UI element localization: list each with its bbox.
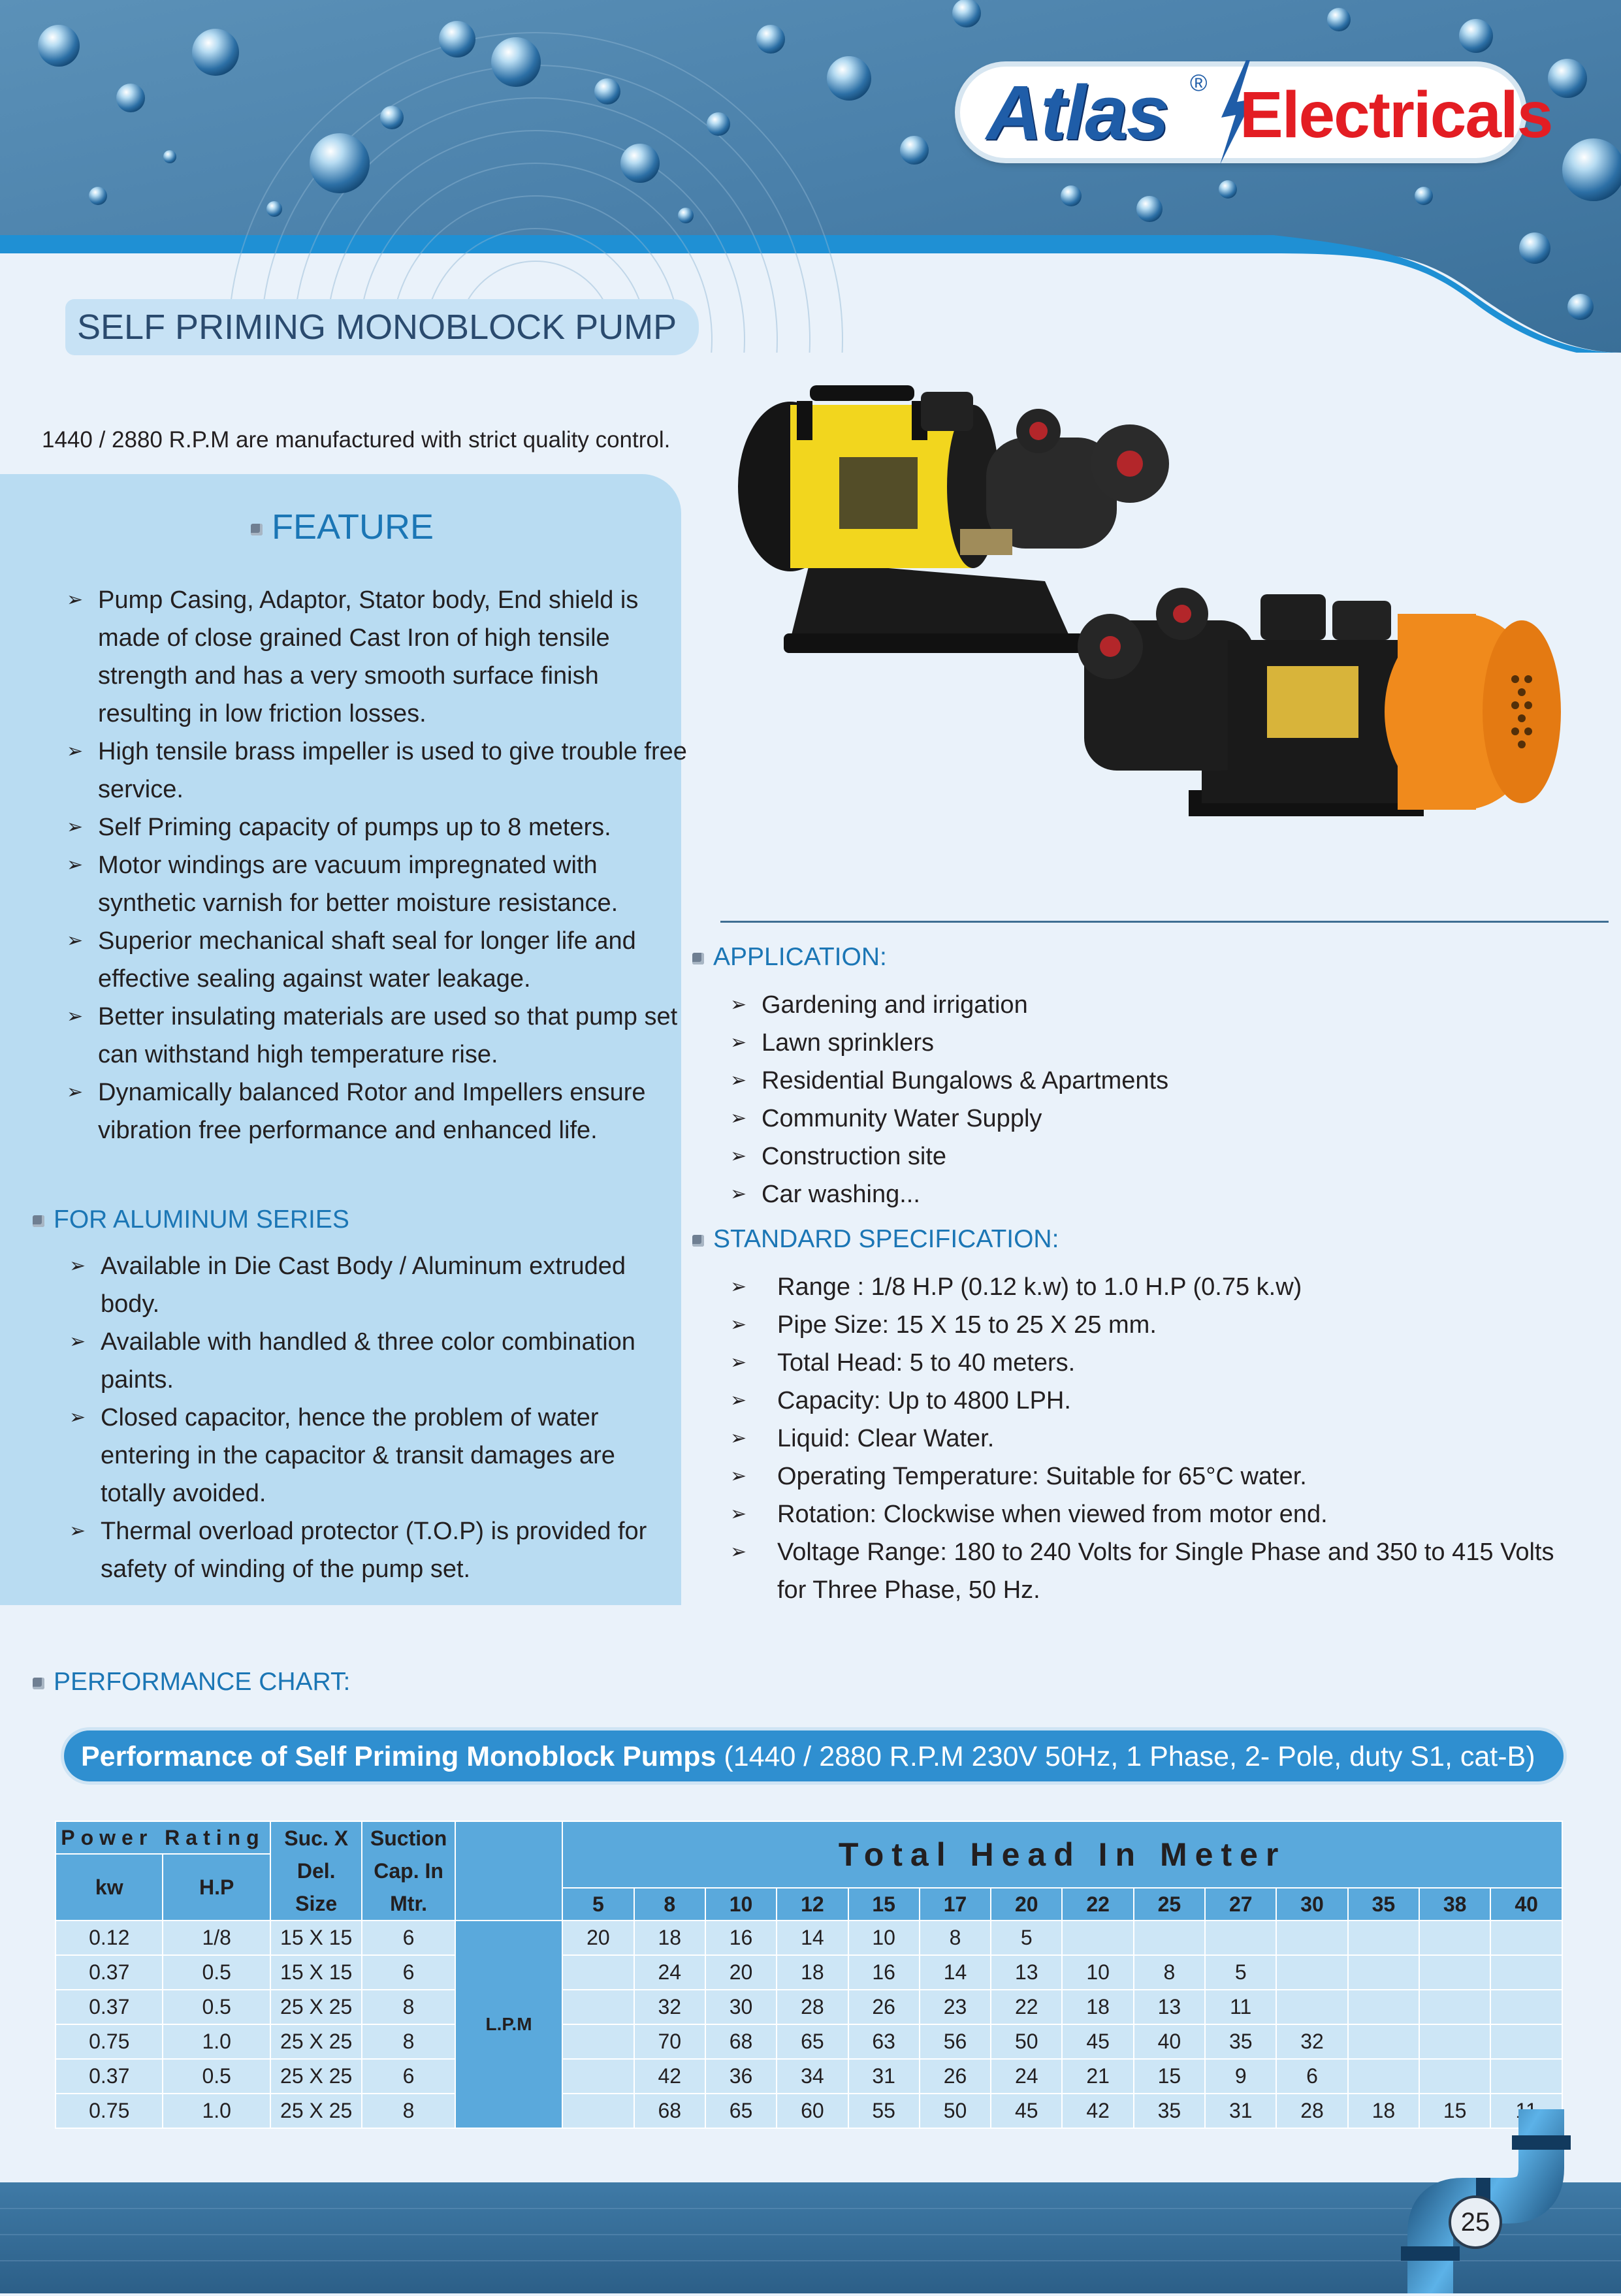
lpm-value-cell [1348,1955,1419,1990]
lpm-value-cell [1419,1921,1490,1955]
lpm-value-cell [1419,2024,1490,2059]
head-value-header: 30 [1276,1888,1347,1921]
list-item: ➢ Total Head: 5 to 40 meters. [730,1344,1579,1382]
lpm-value-cell: 28 [1276,2094,1347,2128]
lpm-value-cell [562,1990,634,2024]
size-cell: 25 X 25 [270,1990,362,2024]
arrow-bullet-icon: ➢ [67,1081,84,1103]
suction-cell: 6 [362,1955,455,1990]
specification-heading [692,1225,1059,1254]
arrow-bullet-icon: ➢ [67,1006,84,1027]
performance-banner-text [81,1737,1535,1776]
lpm-value-cell: 24 [634,1955,705,1990]
head-value-header: 22 [1062,1888,1133,1921]
page-title: SELF PRIMING MONOBLOCK PUMP [77,308,677,347]
list-item: ➢ Lawn sprinklers [730,1024,1579,1062]
registered-mark: ® [1190,69,1208,96]
suction-cell: 8 [362,2094,455,2128]
head-value-header: 20 [991,1888,1062,1921]
lpm-value-cell [562,1955,634,1990]
lpm-value-cell [1419,2059,1490,2094]
orange-pump-image [1078,588,1561,816]
lpm-value-cell: 65 [705,2094,777,2128]
arrow-bullet-icon: ➢ [69,1407,86,1428]
kw-cell: 0.37 [56,1990,163,2024]
lpm-value-cell: 56 [920,2024,991,2059]
lpm-value-cell: 45 [1062,2024,1133,2059]
company-logo [960,67,1552,158]
suction-header: Suction Cap. In Mtr. [362,1821,455,1921]
specification-list [730,1268,1579,1609]
list-item: ➢ Construction site [730,1138,1579,1175]
performance-banner-title: Performance of Self Priming Monoblock Pumps [81,1741,716,1772]
lpm-value-cell: 45 [991,2094,1062,2128]
hp-cell: 0.5 [163,1955,270,1990]
lpm-value-cell: 20 [705,1955,777,1990]
lpm-value-cell: 68 [705,2024,777,2059]
size-cell: 15 X 15 [270,1921,362,1955]
suction-cell: 8 [362,1990,455,2024]
lpm-value-cell: 13 [1134,1990,1205,2024]
lpm-value-cell: 24 [991,2059,1062,2094]
lpm-value-cell: 15 [1134,2059,1205,2094]
kw-cell: 0.75 [56,2094,163,2128]
feature-heading [251,507,434,547]
lpm-value-cell: 16 [705,1921,777,1955]
kw-cell: 0.37 [56,2059,163,2094]
lpm-value-cell: 23 [920,1990,991,2024]
lpm-value-cell: 31 [1205,2094,1276,2128]
lpm-value-cell [1490,1990,1562,2024]
arrow-bullet-icon: ➢ [730,1541,747,1563]
list-item: ➢ Capacity: Up to 4800 LPH. [730,1382,1579,1420]
lpm-value-cell [562,2024,634,2059]
list-item: ➢ Available with handled & three color combination paints. [69,1323,670,1399]
section-bullet-icon [33,1678,44,1689]
section-bullet-icon [33,1215,44,1227]
lpm-value-cell: 11 [1490,2094,1562,2128]
lpm-value-cell: 18 [1062,1990,1133,2024]
lpm-value-cell: 35 [1205,2024,1276,2059]
lpm-value-cell [562,2094,634,2128]
list-item: ➢ High tensile brass impeller is used to give trouble free service. [67,733,687,808]
table-row [56,2024,1562,2059]
lpm-value-cell: 14 [777,1921,848,1955]
logo-electricals-text: Electricals [1240,78,1552,151]
lpm-value-cell: 35 [1134,2094,1205,2128]
feature-list [67,581,687,1149]
lpm-value-cell [1348,1990,1419,2024]
lpm-value-cell [1348,2059,1419,2094]
application-heading [692,943,887,972]
lpm-value-cell [1490,1955,1562,1990]
arrow-bullet-icon: ➢ [67,816,84,838]
arrow-bullet-icon: ➢ [69,1331,86,1352]
list-item: ➢ Dynamically balanced Rotor and Impellers ensure vibration free performance and enhanced life. [67,1074,687,1149]
lpm-value-cell: 15 [1419,2094,1490,2128]
table-row [56,1955,1562,1990]
lpm-value-cell [1205,1921,1276,1955]
head-value-header: 40 [1490,1888,1562,1921]
lpm-value-cell: 70 [634,2024,705,2059]
lpm-value-cell: 18 [777,1955,848,1990]
list-item: ➢ Self Priming capacity of pumps up to 8 meters. [67,808,687,846]
hp-header: H.P [163,1854,270,1921]
pump-product-images [731,366,1607,901]
hp-cell: 1/8 [163,1921,270,1955]
application-list [730,986,1579,1213]
performance-banner-subtitle: (1440 / 2880 R.P.M 230V 50Hz, 1 Phase, 2- Pole, duty S1, cat-B) [716,1741,1535,1772]
list-item: ➢ Pipe Size: 15 X 15 to 25 X 25 mm. [730,1306,1579,1344]
list-item: ➢ Rotation: Clockwise when viewed from motor end. [730,1495,1579,1533]
size-header: Suc. X Del. Size [270,1821,362,1921]
arrow-bullet-icon: ➢ [67,930,84,951]
list-item: ➢ Better insulating materials are used so that pump set can withstand high temperature rise. [67,998,687,1074]
hp-cell: 0.5 [163,1990,270,2024]
hp-cell: 1.0 [163,2024,270,2059]
lpm-value-cell: 9 [1205,2059,1276,2094]
lpm-value-cell [1276,1955,1347,1990]
head-value-header: 12 [777,1888,848,1921]
lpm-value-cell [1134,1921,1205,1955]
list-item: ➢ Motor windings are vacuum impregnated with synthetic varnish for better moisture resistance. [67,846,687,922]
lpm-value-cell: 68 [634,2094,705,2128]
power-rating-header: Power Rating [56,1821,270,1854]
lpm-value-cell: 14 [920,1955,991,1990]
lpm-value-cell: 21 [1062,2059,1133,2094]
lpm-value-cell: 5 [1205,1955,1276,1990]
head-value-header: 15 [848,1888,920,1921]
head-value-header: 8 [634,1888,705,1921]
arrow-bullet-icon: ➢ [730,1108,747,1129]
arrow-bullet-icon: ➢ [730,1427,747,1449]
lpm-value-cell: 32 [1276,2024,1347,2059]
lpm-value-cell: 8 [920,1921,991,1955]
performance-table-body [56,1921,1562,2128]
lpm-value-cell: 28 [777,1990,848,2024]
list-item: ➢ Liquid: Clear Water. [730,1420,1579,1458]
lpm-value-cell [1348,2024,1419,2059]
suction-cell: 8 [362,2024,455,2059]
lpm-value-cell: 18 [634,1921,705,1955]
lpm-value-cell: 42 [1062,2094,1133,2128]
yellow-pump-image [738,385,1169,653]
suction-cell: 6 [362,1921,455,1955]
list-item: ➢ Operating Temperature: Suitable for 65°C water. [730,1458,1579,1495]
head-value-header: 38 [1419,1888,1490,1921]
arrow-bullet-icon: ➢ [730,1390,747,1411]
lpm-value-cell: 60 [777,2094,848,2128]
lpm-value-cell: 65 [777,2024,848,2059]
lpm-value-cell: 16 [848,1955,920,1990]
lpm-value-cell: 11 [1205,1990,1276,2024]
list-item: ➢ Closed capacitor, hence the problem of water entering in the capacitor & transit damages are totally avoided. [69,1399,670,1512]
lpm-value-cell: 42 [634,2059,705,2094]
kw-cell: 0.12 [56,1921,163,1955]
lpm-value-cell: 32 [634,1990,705,2024]
head-value-header: 17 [920,1888,991,1921]
lpm-label: L.P.M [455,1921,562,2128]
head-value-header: 5 [562,1888,634,1921]
logo-atlas-text: Atlas [986,70,1168,156]
list-item: ➢ Thermal overload protector (T.O.P) is provided for safety of winding of the pump set. [69,1512,670,1588]
lpm-value-cell [1490,1921,1562,1955]
table-row [56,1990,1562,2024]
arrow-bullet-icon: ➢ [730,1352,747,1373]
table-row [56,2094,1562,2128]
arrow-bullet-icon: ➢ [67,741,84,762]
application-heading-label: APPLICATION: [713,943,887,971]
lpm-value-cell [1419,1990,1490,2024]
arrow-bullet-icon: ➢ [730,994,747,1015]
hp-cell: 0.5 [163,2059,270,2094]
table-row [56,2059,1562,2094]
list-item: ➢ Available in Die Cast Body / Aluminum extruded body. [69,1247,670,1323]
aluminum-series-heading [33,1205,349,1234]
arrow-bullet-icon: ➢ [730,1465,747,1487]
arrow-bullet-icon: ➢ [730,1070,747,1091]
lpm-value-cell: 10 [1062,1955,1133,1990]
arrow-bullet-icon: ➢ [69,1255,86,1277]
list-item: ➢ Pump Casing, Adaptor, Stator body, End shield is made of close grained Cast Iron of high tensile strength and has a very smooth surface finish resulting in low friction losses. [67,581,687,733]
size-cell: 25 X 25 [270,2059,362,2094]
section-divider [720,921,1609,923]
suction-cell: 6 [362,2059,455,2094]
lpm-value-cell: 31 [848,2059,920,2094]
lpm-value-cell: 50 [991,2024,1062,2059]
arrow-bullet-icon: ➢ [730,1032,747,1053]
lpm-value-cell: 13 [991,1955,1062,1990]
performance-table [55,1821,1563,2129]
arrow-bullet-icon: ➢ [67,854,84,876]
arrow-bullet-icon: ➢ [730,1276,747,1298]
lpm-header-blank [455,1821,562,1921]
arrow-bullet-icon: ➢ [730,1314,747,1335]
feature-heading-label: FEATURE [272,507,434,547]
size-cell: 25 X 25 [270,2094,362,2128]
lpm-value-cell: 63 [848,2024,920,2059]
list-item: ➢ Range : 1/8 H.P (0.12 k.w) to 1.0 H.P (0.75 k.w) [730,1268,1579,1306]
total-head-header: Total Head In Meter [562,1821,1562,1888]
lpm-value-cell: 30 [705,1990,777,2024]
lpm-value-cell: 6 [1276,2059,1347,2094]
aluminum-series-heading-label: FOR ALUMINUM SERIES [54,1205,349,1234]
size-cell: 25 X 25 [270,2024,362,2059]
list-item: ➢ Community Water Supply [730,1100,1579,1138]
kw-cell: 0.37 [56,1955,163,1990]
kw-cell: 0.75 [56,2024,163,2059]
list-item: ➢ Residential Bungalows & Apartments [730,1062,1579,1100]
lpm-value-cell: 26 [920,2059,991,2094]
lpm-value-cell: 50 [920,2094,991,2128]
size-cell: 15 X 15 [270,1955,362,1990]
lpm-value-cell: 10 [848,1921,920,1955]
intro-text: 1440 / 2880 R.P.M are manufactured with strict quality control. [42,427,671,453]
specification-heading-label: STANDARD SPECIFICATION: [713,1225,1059,1253]
performance-heading-label: PERFORMANCE CHART: [54,1668,351,1696]
lpm-value-cell: 18 [1348,2094,1419,2128]
section-bullet-icon [692,953,704,965]
head-value-header: 10 [705,1888,777,1921]
list-item: ➢ Gardening and irrigation [730,986,1579,1024]
aluminum-series-list [69,1247,670,1588]
lpm-value-cell: 5 [991,1921,1062,1955]
head-value-header: 25 [1134,1888,1205,1921]
lpm-value-cell [562,2059,634,2094]
section-bullet-icon [692,1235,704,1247]
lpm-value-cell: 34 [777,2059,848,2094]
lpm-value-cell [1348,1921,1419,1955]
arrow-bullet-icon: ➢ [69,1520,86,1542]
page-number: 25 [1449,2195,1502,2249]
kw-header: kw [56,1854,163,1921]
table-row [56,1921,1562,1955]
lpm-value-cell: 55 [848,2094,920,2128]
list-item: ➢ Car washing... [730,1175,1579,1213]
lpm-value-cell [1490,2059,1562,2094]
head-value-header: 27 [1205,1888,1276,1921]
lpm-value-cell [1419,1955,1490,1990]
arrow-bullet-icon: ➢ [730,1183,747,1205]
lpm-value-cell [1490,2024,1562,2059]
lpm-value-cell [1276,1921,1347,1955]
section-bullet-icon [251,524,263,535]
lpm-value-cell: 22 [991,1990,1062,2024]
list-item: ➢ Superior mechanical shaft seal for longer life and effective sealing against water leakage. [67,922,687,998]
hp-cell: 1.0 [163,2094,270,2128]
lpm-value-cell: 8 [1134,1955,1205,1990]
lpm-value-cell [1062,1921,1133,1955]
lpm-value-cell: 36 [705,2059,777,2094]
arrow-bullet-icon: ➢ [730,1503,747,1525]
head-value-header: 35 [1348,1888,1419,1921]
performance-heading [33,1668,350,1697]
arrow-bullet-icon: ➢ [730,1145,747,1167]
lpm-value-cell: 40 [1134,2024,1205,2059]
arrow-bullet-icon: ➢ [67,589,84,611]
lpm-value-cell [1276,1990,1347,2024]
list-item: ➢ Voltage Range: 180 to 240 Volts for Single Phase and 350 to 415 Volts for Three Phase, 50 Hz. [730,1533,1579,1609]
lpm-value-cell: 20 [562,1921,634,1955]
lpm-value-cell: 26 [848,1990,920,2024]
